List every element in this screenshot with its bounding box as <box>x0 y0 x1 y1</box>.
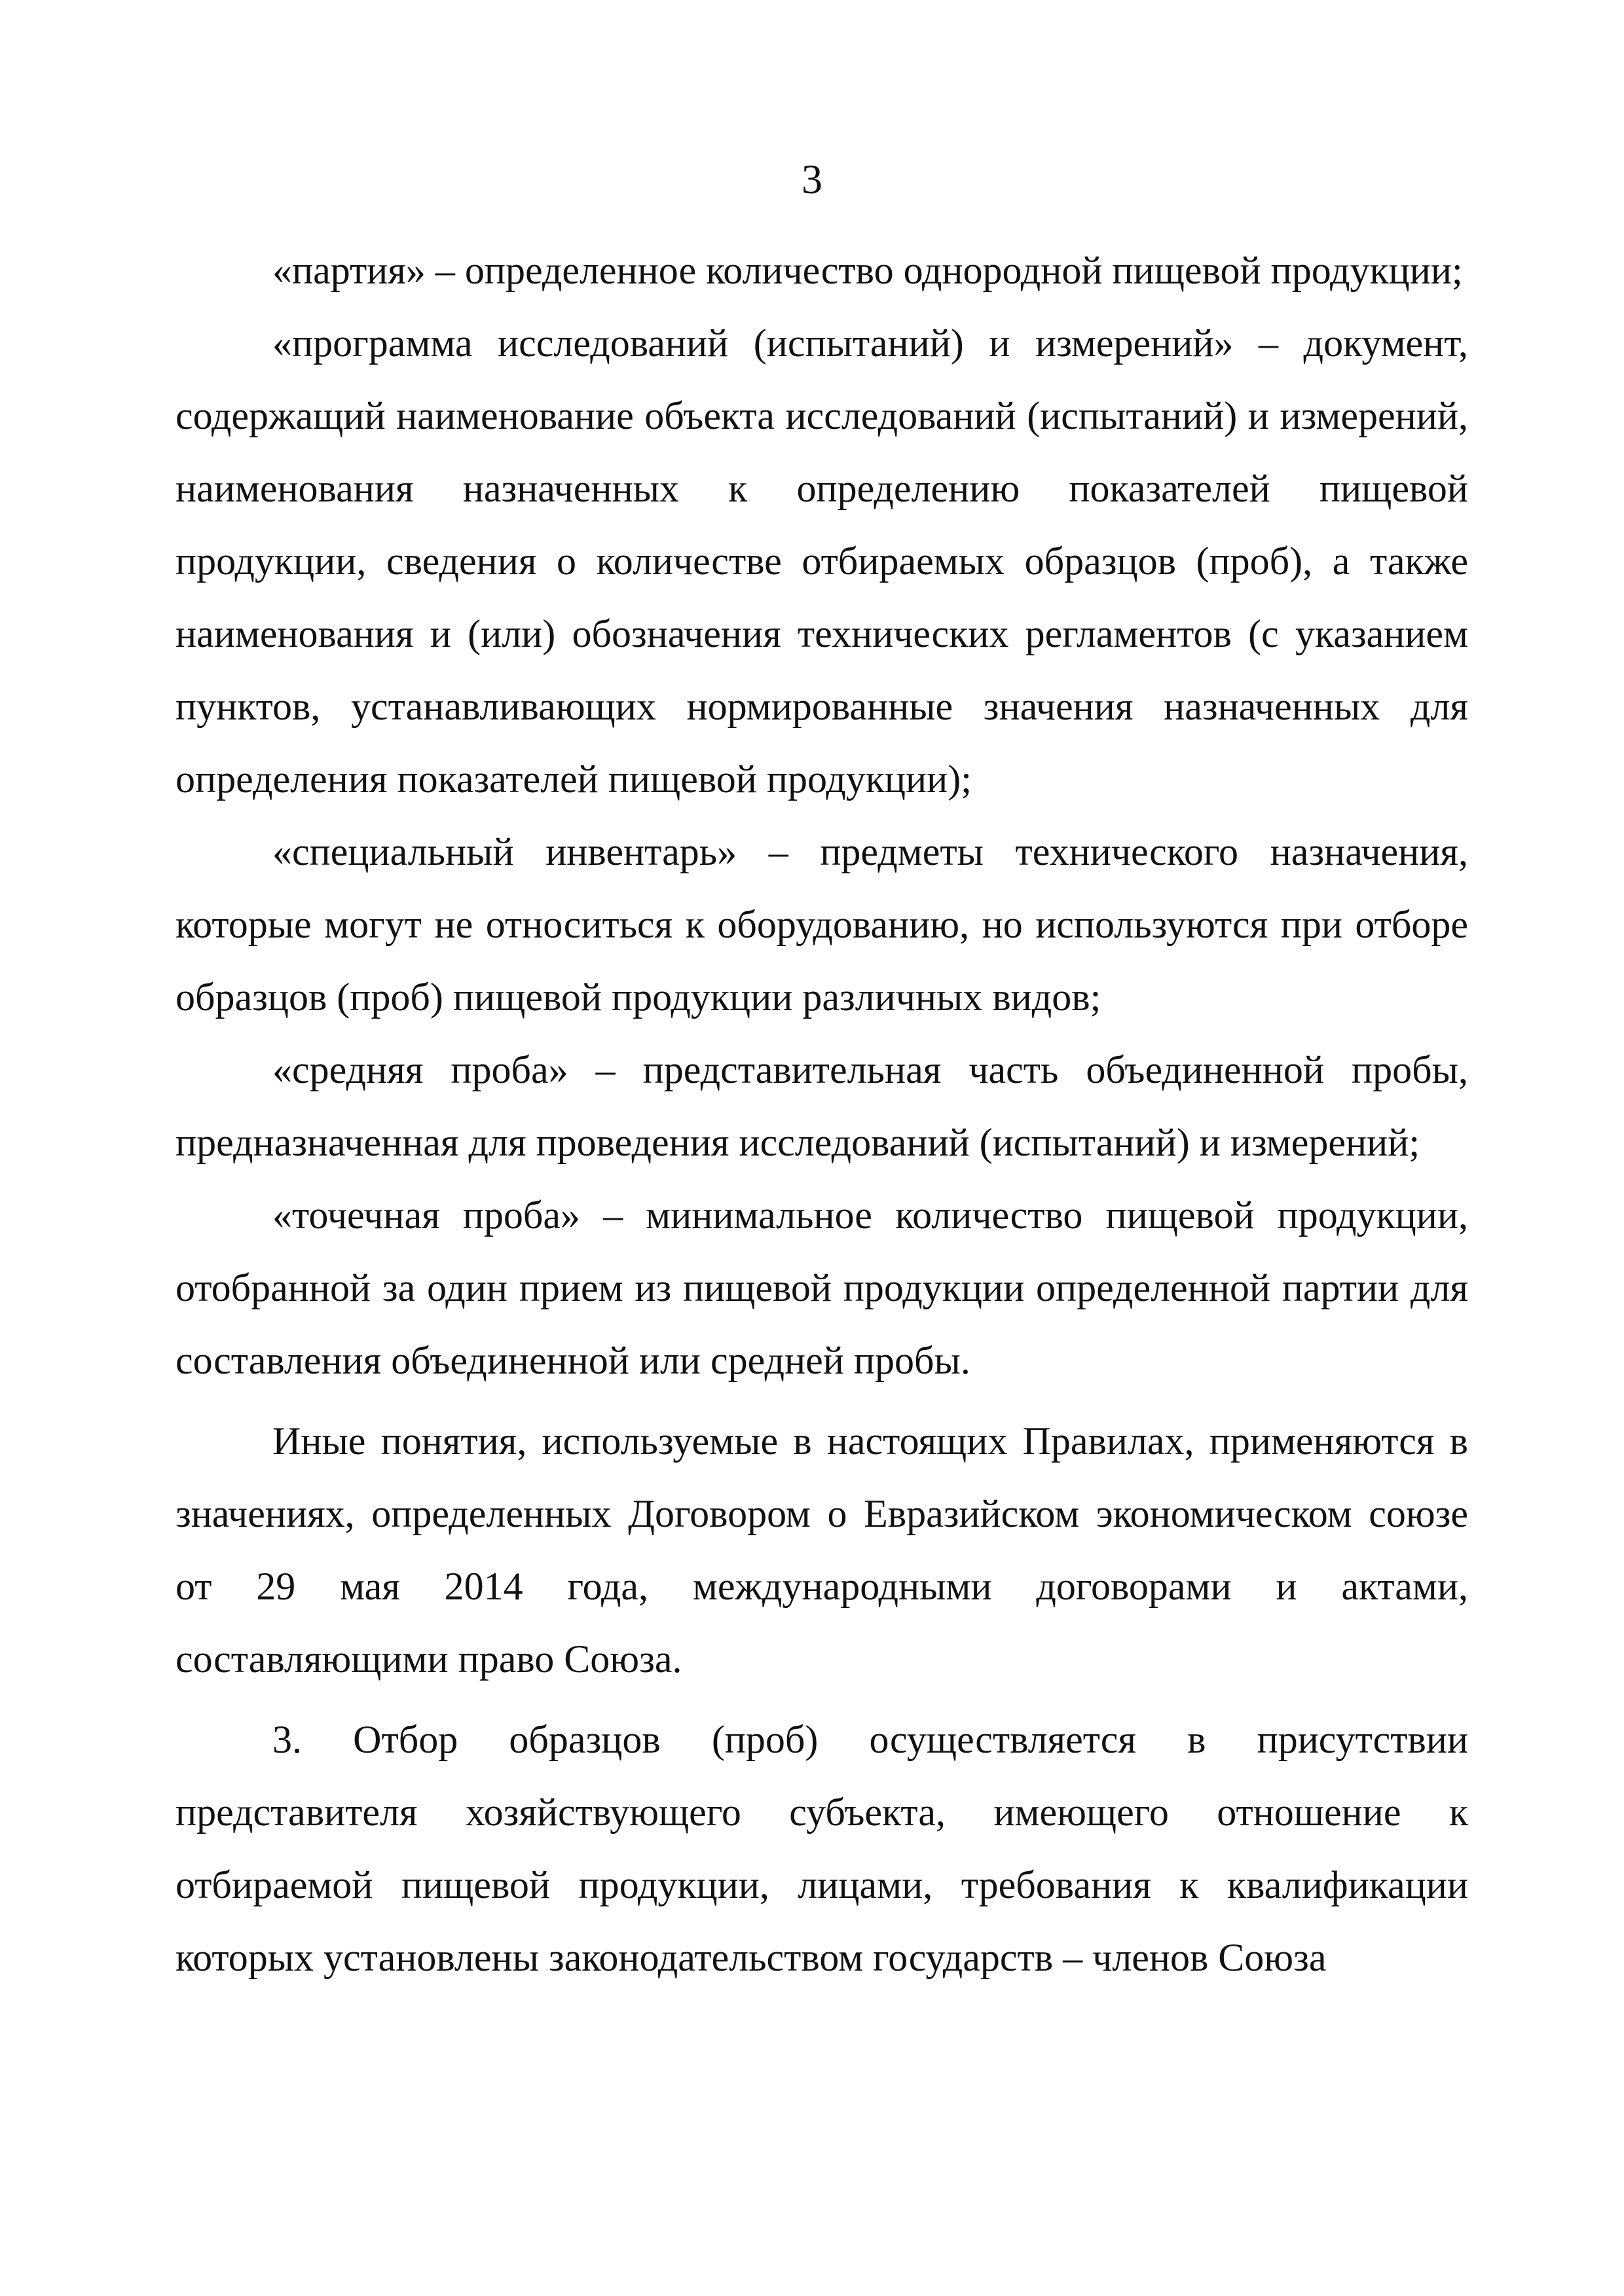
definition-research-program: «программа исследований (испытаний) и измерений» – документ, содержащий наименование объекта исследований (испытаний) и измерений, наименования назначенных к определению показателей пищевой продукции, сведения о количестве отбираемых образцов (проб), а также наименования и (или) обозначения технических регламентов (с указанием пунктов, устанавливающих нормированные значения назначенных для определения показателей пищевой продукции); <box>175 321 1468 801</box>
clause-3-paragraph: 3. Отбор образцов (проб) осуществляется в присутствии представителя хозяйствующего субъекта, имеющего отношение к отбираемой пищевой продукции, лицами, требования к квалификации которых установлены законодательством государств – членов Союза <box>175 1718 1468 1979</box>
document-body <box>175 234 1468 1994</box>
other-terms-paragraph: Иные понятия, используемые в настоящих Правилах, применяются в значениях, определенных Договором о Евразийском экономическом союзе от 29 мая 2014 года, международными договорами и актами, составляющими право Союза. <box>175 1419 1468 1681</box>
definition-special-inventory: «специальный инвентарь» – предметы технического назначения, которые могут не относиться к оборудованию, но используются при отборе образцов (проб) пищевой продукции различных видов; <box>175 830 1468 1019</box>
definition-spot-sample: «точечная проба» – минимальное количество пищевой продукции, отобранной за один прием из пищевой продукции определенной партии для составления объединенной или средней пробы. <box>175 1194 1468 1382</box>
definition-average-sample: «средняя проба» – представительная часть объединенной пробы, предназначенная для проведения исследований (испытаний) и измерений; <box>175 1048 1468 1164</box>
page-number: 3 <box>802 156 822 202</box>
definition-party: «партия» – определенное количество однородной пищевой продукции; <box>272 249 1463 292</box>
